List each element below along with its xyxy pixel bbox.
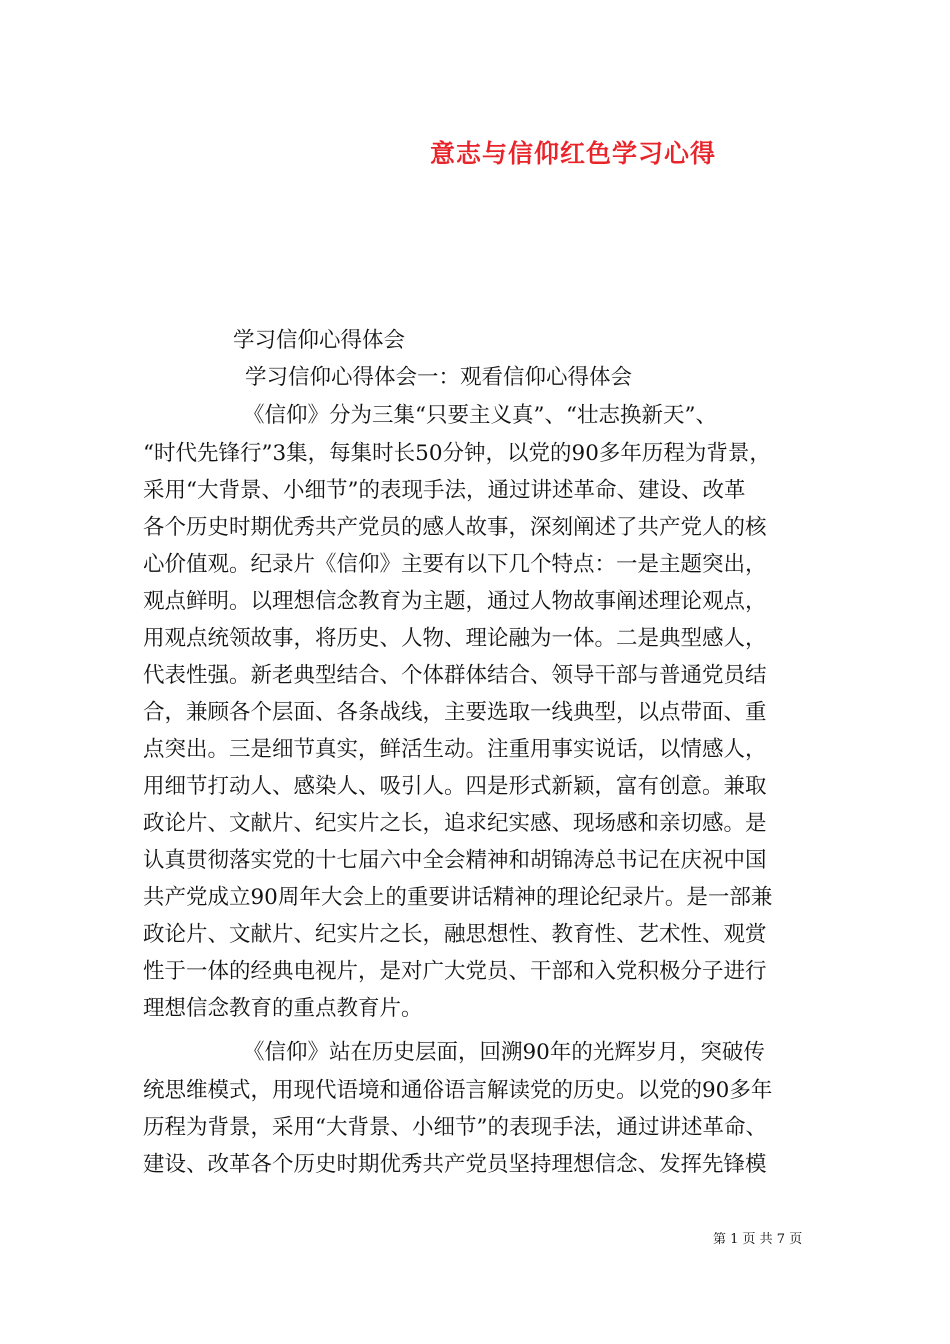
document-title: 意志与信仰红色学习心得 [430, 139, 717, 168]
paragraph-line: 《信仰》分为三集“只要主义真”、“壮志换新天”、 [243, 403, 717, 428]
paragraph-line: 用观点统领故事，将历史、人物、理论融为一体。二是典型感人， [143, 626, 767, 651]
paragraph-line: 共产党成立90周年大会上的重要讲话精神的理论纪录片。是一部兼 [143, 885, 773, 910]
paragraph-line: 理想信念教育的重点教育片。 [143, 996, 423, 1021]
paragraph-line: 建设、改革各个历史时期优秀共产党员坚持理想信念、发挥先锋模 [143, 1152, 767, 1177]
paragraph-line: 用细节打动人、感染人、吸引人。四是形式新颖，富有创意。兼取 [143, 774, 767, 799]
section-heading: 学习信仰心得体会一：观看信仰心得体会 [245, 365, 633, 390]
paragraph-line: 合，兼顾各个层面、各条战线，主要选取一线典型，以点带面、重 [143, 700, 767, 725]
paragraph-line: 历程为背景，采用“大背景、小细节”的表现手法，通过讲述革命、 [143, 1115, 767, 1140]
page-footer: 第 1 页 共 7 页 [713, 1232, 803, 1247]
paragraph-line: “时代先锋行”3集，每集时长50分钟，以党的90多年历程为背景， [143, 441, 771, 466]
paragraph-line: 《信仰》站在历史层面，回溯90年的光辉岁月，突破传 [243, 1040, 765, 1065]
paragraph-line: 观点鲜明。以理想信念教育为主题，通过人物故事阐述理论观点， [143, 589, 767, 614]
paragraph-line: 点突出。三是细节真实，鲜活生动。注重用事实说话，以情感人， [143, 737, 767, 762]
paragraph-line: 代表性强。新老典型结合、个体群体结合、领导干部与普通党员结 [143, 663, 767, 688]
paragraph-line: 性于一体的经典电视片，是对广大党员、干部和入党积极分子进行 [143, 959, 767, 984]
paragraph-line: 政论片、文献片、纪实片之长，追求纪实感、现场感和亲切感。是 [143, 811, 767, 836]
paragraph-line: 各个历史时期优秀共产党员的感人故事，深刻阐述了共产党人的核 [143, 515, 767, 540]
paragraph-line: 统思维模式，用现代语境和通俗语言解读党的历史。以党的90多年 [143, 1078, 773, 1103]
paragraph-line: 采用“大背景、小细节”的表现手法，通过讲述革命、建设、改革 [143, 478, 746, 503]
document-subtitle: 学习信仰心得体会 [233, 328, 406, 353]
paragraph-line: 政论片、文献片、纪实片之长，融思想性、教育性、艺术性、观赏 [143, 922, 767, 947]
paragraph-line: 认真贯彻落实党的十七届六中全会精神和胡锦涛总书记在庆祝中国 [143, 848, 767, 873]
paragraph-line: 心价值观。纪录片《信仰》主要有以下几个特点：一是主题突出， [143, 552, 767, 577]
